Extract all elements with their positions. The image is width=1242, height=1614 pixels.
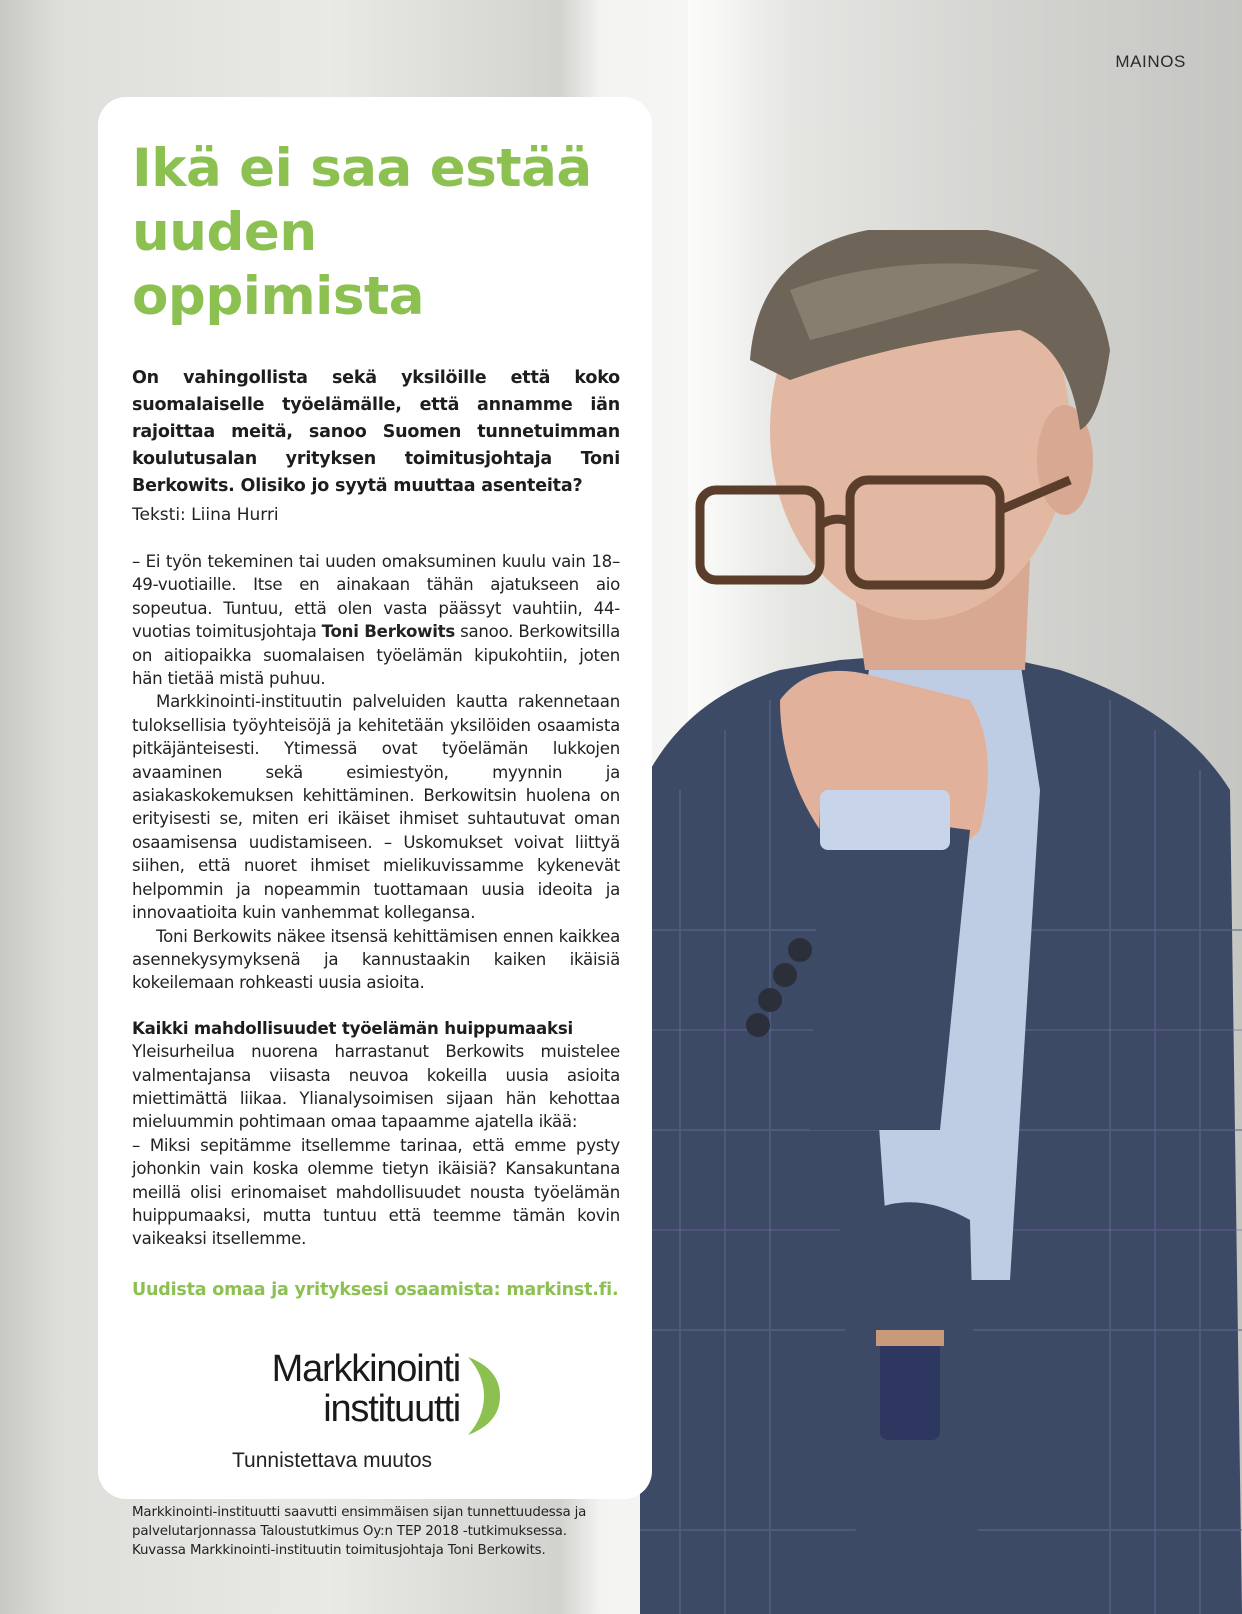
paragraph-4: Yleisurheilua nuorena harrastanut Berkowits muistelee valmentajansa viisasta neuvoa kokeilla uusia asioita miettimättä liikaa. Ylianalysoimisen sijaan hän kehottaa mieluummin pohtimaan omaa tapaamme ajatella ikää:	[132, 1042, 620, 1132]
person-name: Toni Berkowits	[321, 622, 455, 642]
logo-wordmark	[232, 1349, 460, 1429]
paragraph-2: Markkinointi-instituutin palveluiden kautta rakennetaan tuloksellisia työyhteisöjä ja kehitetään yksilöiden osaamista pitkäjänteisesti. Ytimessä ovat työelämän lukkojen avaaminen sekä esimiestyön, myynnin ja asiakaskokemuksen kehittäminen. Berkowitsin huolena on erityisesti se, miten eri ikäiset ihmiset suhtautuvat oman osaamisensa uudistamiseen. – Uskomukset voivat liittyä siihen, että nuoret ihmiset mielikuvissamme kykenevät helpommin ja nopeammin tuottamaan uusia ideoita ja innovaatioita kuin vanhemmat kollegansa.	[132, 692, 620, 923]
company-logo	[132, 1347, 620, 1472]
paragraph-5: – Miksi sepitämme itsellemme tarinaa, että emme pysty johonkin vain koska olemme tietyn ikäisiä? Kansakuntana meillä olisi erinomaiset mahdollisuudet nousta työelämän huippumaaksi, mutta tuntuu että teemme tämän kovin vaikeaksi itsellemme.	[132, 1135, 620, 1249]
byline: Teksti: Liina Hurri	[132, 505, 279, 525]
logo-line-1: Markkinointi	[271, 1347, 460, 1390]
headline: Ikä ei saa estää uuden oppimista	[132, 138, 592, 327]
logo-arc-icon	[464, 1355, 504, 1437]
portrait-photo	[640, 230, 1242, 1614]
paragraph-1	[132, 550, 620, 690]
paragraph-3: Toni Berkowits näkee itsensä kehittämisen ennen kaikkea asennekysymyksenä ja kannustaakin kaiken ikäisiä kokeilemaan rohkeasti uusia asioita.	[132, 926, 620, 993]
logo-tagline: Tunnistettava muutos	[232, 1448, 432, 1472]
advertisement-label: MAINOS	[1115, 52, 1186, 71]
footnote: Markkinointi-instituutti saavutti ensimmäisen sijan tunnettuudessa ja palvelutarjonnassa Taloustutkimus Oy:n TEP 2018 -tutkimuksessa. Kuvassa Markkinointi-instituutin toimitusjohtaja Toni Berkowits.	[132, 1504, 587, 1558]
article-card	[98, 97, 652, 1558]
paragraph-1-text-start: – Ei työn tekeminen tai uuden omaksuminen kuulu vain 18–49-vuotiaille. Itse en ainakaan tähän ajatukseen aio sopeutua. Tuntuu, että olen vasta päässyt vauhtiin, 44-vuotias toimitusjohtaja	[132, 552, 620, 642]
paragraph-1-text-end: sanoo. Berkowitsilla on aitiopaikka suomalaisen työelämän kipukohtiin, joten hän tietää mistä puhuu.	[132, 622, 621, 689]
logo-line-2: instituutti	[323, 1387, 460, 1430]
article-body	[132, 550, 620, 1251]
subheading: Kaikki mahdollisuudet työelämän huippumaaksi	[132, 1018, 574, 1038]
call-to-action-link[interactable]: Uudista omaa ja yrityksesi osaamista: markinst.fi.	[132, 1279, 619, 1300]
lead-paragraph: On vahingollista sekä yksilöille että koko suomalaiselle työelämälle, että annamme iän rajoittaa meitä, sanoo Suomen tunnetuimman koulutusalan yrityksen toimitusjohtaja Toni Berkowits. Olisiko jo syytä muuttaa asenteita?	[132, 368, 620, 496]
